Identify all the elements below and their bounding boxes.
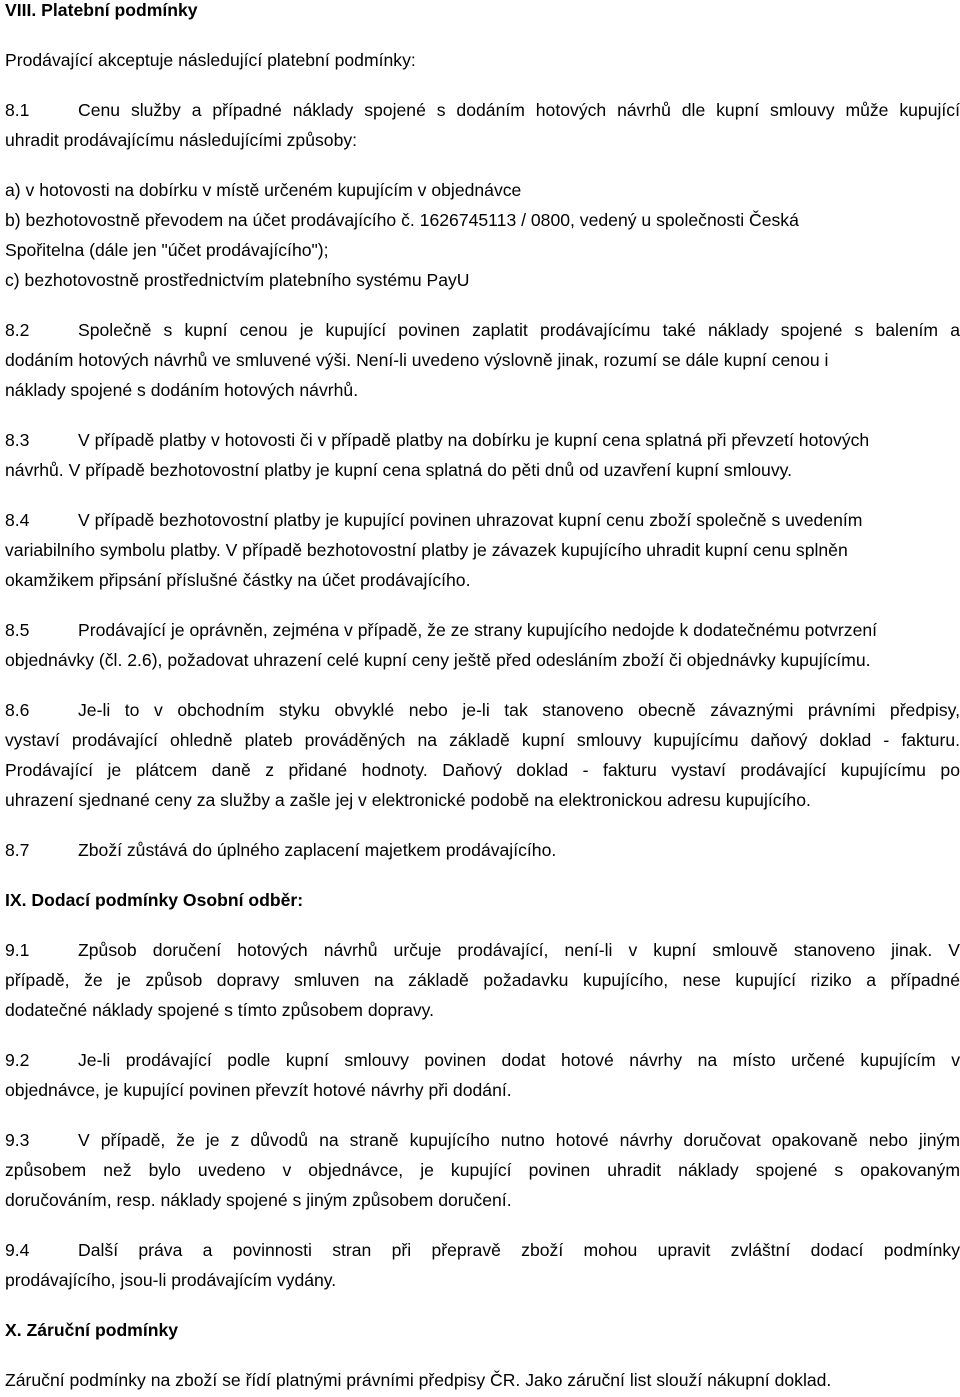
- clause-8-7-line-1: [5, 840, 556, 860]
- clause-number: 9.2: [5, 1050, 30, 1070]
- section-8-heading: VIII. Platební podmínky: [5, 0, 198, 20]
- clause-text: Cenu služby a případné náklady spojené s dodáním hotových návrhů dle kupní smlouvy může kupující: [78, 100, 960, 120]
- clause-8-4-line-3: okamžikem připsání příslušné částky na účet prodávajícího.: [5, 570, 471, 590]
- clause-9-2-line-1: [5, 1050, 960, 1070]
- clause-8-2-line-1: [5, 320, 960, 340]
- clause-text: Společně s kupní cenou je kupující povinen zaplatit prodávajícímu také náklady spojené s balením a: [78, 320, 960, 340]
- clause-8-5-line-2: objednávky (čl. 2.6), požadovat uhrazení celé kupní ceny ještě před odesláním zboží či objednávky kupujícímu.: [5, 650, 871, 670]
- clause-8-6-line-4: uhrazení sjednané ceny za služby a zašle jej v elektronické podobě na elektronickou adresu kupujícího.: [5, 790, 811, 810]
- clause-8-6-line-2: vystaví prodávající ohledně plateb prováděných na základě kupní smlouvy kupujícímu daňový doklad - fakturu.: [5, 730, 960, 750]
- clause-9-1-line-1: [5, 940, 960, 960]
- clause-text: V případě, že je z důvodů na straně kupujícího nutno hotové návrhy doručovat opakovaně nebo jiným: [78, 1130, 960, 1150]
- clause-9-1-line-2: případě, že je způsob dopravy smluven na základě požadavku kupujícího, nese kupující riziko a případné: [5, 970, 960, 990]
- clause-8-6-line-1: [5, 700, 960, 720]
- clause-text: Další práva a povinnosti stran při přepravě zboží mohou upravit zvláštní dodací podmínky: [78, 1240, 960, 1260]
- clause-text: Je-li to v obchodním styku obvyklé nebo je-li tak stanoveno obecně závaznými právními předpisy,: [78, 700, 960, 720]
- clause-8-6-line-3: Prodávající je plátcem daně z přidané hodnoty. Daňový doklad - fakturu vystaví prodávající kupujícímu po: [5, 760, 960, 780]
- clause-9-3-line-1: [5, 1130, 960, 1150]
- section-8-intro: Prodávající akceptuje následující platební podmínky:: [5, 50, 416, 70]
- clause-number: 8.7: [5, 840, 30, 860]
- section-9-heading: IX. Dodací podmínky Osobní odběr:: [5, 890, 304, 910]
- clause-8-3-line-1: [5, 430, 869, 450]
- clause-9-3-line-3: doručováním, resp. náklady spojené s jiným způsobem doručení.: [5, 1190, 512, 1210]
- payment-option-a: a) v hotovosti na dobírku v místě určeném kupujícím v objednávce: [5, 180, 522, 200]
- clause-8-5-line-1: [5, 620, 877, 640]
- section-10-heading: X. Záruční podmínky: [5, 1320, 179, 1340]
- clause-text: Způsob doručení hotových návrhů určuje prodávající, není-li v kupní smlouvě stanoveno jinak. V: [78, 940, 960, 960]
- clause-9-2-line-2: objednávce, je kupující povinen převzít hotové návrhy při dodání.: [5, 1080, 512, 1100]
- clause-number: 9.1: [5, 940, 30, 960]
- payment-option-c: c) bezhotovostně prostřednictvím platebního systému PayU: [5, 270, 470, 290]
- clause-8-1-line-2: uhradit prodávajícímu následujícími způsoby:: [5, 130, 358, 150]
- clause-text: Prodávající je oprávněn, zejména v případě, že ze strany kupujícího nedojde k dodatečnému potvrzení: [78, 620, 878, 640]
- clause-8-1-line-1: [5, 100, 960, 120]
- clause-text: V případě bezhotovostní platby je kupující povinen uhrazovat kupní cenu zboží společně s uvedením: [78, 510, 863, 530]
- clause-9-4-line-2: prodávajícího, jsou-li prodávajícím vydány.: [5, 1270, 337, 1290]
- clause-8-3-line-2: návrhů. V případě bezhotovostní platby je kupní cena splatná do pěti dnů od uzavření kupní smlouvy.: [5, 460, 793, 480]
- clause-number: 8.5: [5, 620, 30, 640]
- clause-8-2-line-3: náklady spojené s dodáním hotových návrhů.: [5, 380, 359, 400]
- clause-9-1-line-3: dodatečné náklady spojené s tímto způsobem dopravy.: [5, 1000, 435, 1020]
- clause-number: 9.4: [5, 1240, 30, 1260]
- clause-number: 8.4: [5, 510, 30, 530]
- section-10-text: Záruční podmínky na zboží se řídí platnými právními předpisy ČR. Jako záruční list slouží nákupní doklad.: [5, 1370, 832, 1390]
- clause-number: 8.1: [5, 100, 30, 120]
- clause-9-3-line-2: způsobem než bylo uvedeno v objednávce, je kupující povinen uhradit náklady spojené s opakovaným: [5, 1160, 960, 1180]
- clause-text: Je-li prodávající podle kupní smlouvy povinen dodat hotové návrhy na místo určené kupujícím v: [78, 1050, 960, 1070]
- clause-9-4-line-1: [5, 1240, 960, 1260]
- clause-8-4-line-1: [5, 510, 862, 530]
- clause-text: V případě platby v hotovosti či v případě platby na dobírku je kupní cena splatná při převzetí hotových: [78, 430, 870, 450]
- payment-option-b-line-2: Spořitelna (dále jen "účet prodávajícího");: [5, 240, 329, 260]
- clause-number: 8.6: [5, 700, 30, 720]
- payment-option-b-line-1: b) bezhotovostně převodem na účet prodávajícího č. 1626745113 / 0800, vedený u společnosti Česká: [5, 210, 799, 230]
- clause-text: Zboží zůstává do úplného zaplacení majetkem prodávajícího.: [78, 840, 557, 860]
- clause-8-4-line-2: variabilního symbolu platby. V případě bezhotovostní platby je závazek kupujícího uhradit kupní cenu splněn: [5, 540, 848, 560]
- clause-number: 8.3: [5, 430, 30, 450]
- clause-8-2-line-2: dodáním hotových návrhů ve smluvené výši. Není-li uvedeno výslovně jinak, rozumí se dále kupní cenou i: [5, 350, 829, 370]
- clause-number: 9.3: [5, 1130, 30, 1150]
- clause-number: 8.2: [5, 320, 30, 340]
